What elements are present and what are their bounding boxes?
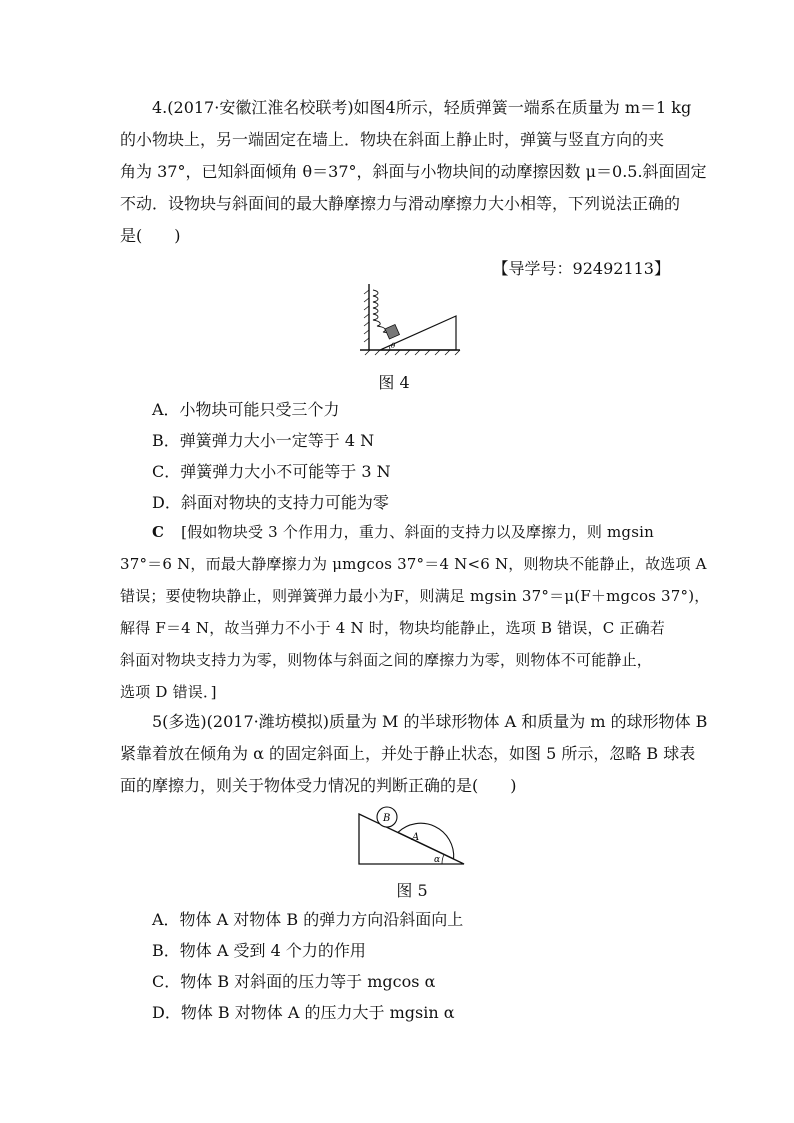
figure-5-label-b: B [383, 813, 391, 824]
q4-answer-letter: C [152, 523, 165, 541]
q5-stem-line-2: 紧靠着放在倾角为 α 的固定斜面上，并处于静止状态，如图 5 所示，忽略 B 球表 [120, 744, 696, 763]
figure-5-diagram [354, 804, 470, 868]
q4-option-b: B．弹簧弹力大小一定等于 4 N [152, 431, 375, 450]
figure-4-theta-label: θ [391, 342, 396, 350]
q5-option-b: B．物体 A 受到 4 个力的作用 [152, 941, 366, 960]
q4-option-d: D．斜面对物块的支持力可能为零 [152, 493, 389, 512]
q4-stem-line-4: 不动．设物块与斜面间的最大静摩擦力与滑动摩擦力大小相等，下列说法正确的 [120, 194, 681, 213]
q5-option-d: D．物体 B 对物体 A 的压力大于 mgsin α [152, 1003, 455, 1022]
q4-answer-line-3: 错误；要使物块静止，则弹簧弹力最小为F，则满足 mgsin 37°＝μ(F＋mgcos 37°)， [120, 587, 710, 605]
q4-answer-line-5: 斜面对物块支持力为零，则物体与斜面之间的摩擦力为零，则物体不可能静止， [120, 651, 653, 669]
q5-stem-line-1: 5(多选)(2017·潍坊模拟)质量为 M 的半球形物体 A 和质量为 m 的球形物体 B [152, 712, 708, 731]
q5-option-a: A．物体 A 对物体 B 的弹力方向沿斜面向上 [152, 910, 464, 929]
figure-4-caption: 图 4 [378, 373, 410, 392]
q4-stem-line-1: 4.(2017·安徽江淮名校联考)如图4所示，轻质弹簧一端系在质量为 m＝1 kg [152, 98, 692, 117]
q4-answer-line-1 [152, 522, 712, 542]
q4-answer-line-6: 选项 D 错误．] [120, 683, 217, 701]
q4-answer-line-2: 37°＝6 N，而最大静摩擦力为 μmgcos 37°＝4 N<6 N，则物块不能静止，故选项 A [120, 555, 707, 573]
q4-stem-line-2: 的小物块上，另一端固定在墙上．物块在斜面上静止时，弹簧与竖直方向的夹 [120, 130, 665, 149]
figure-5-label-alpha: α [434, 855, 441, 865]
q4-answer-line-4: 解得 F＝4 N，故当弹力不小于 4 N 时，物块均能静止，选项 B 错误，C 正确若 [120, 619, 665, 637]
q4-option-a: A．小物块可能只受三个力 [152, 400, 340, 419]
q5-option-c: C．物体 B 对斜面的压力等于 mgcos α [152, 972, 436, 991]
q4-reference-number: 【导学号：92492113】 [492, 259, 670, 278]
q4-option-c: C．弹簧弹力大小不可能等于 3 N [152, 462, 391, 481]
q4-stem-line-5: 是( ) [120, 226, 181, 245]
figure-5-caption: 图 5 [396, 881, 428, 900]
q5-stem-line-3: 面的摩擦力，则关于物体受力情况的判断正确的是( ) [120, 776, 517, 795]
q4-stem-line-3: 角为 37°，已知斜面倾角 θ＝37°，斜面与小物块间的动摩擦因数 μ＝0.5.斜面固定 [120, 162, 707, 181]
figure-5-label-a: A [412, 832, 420, 843]
q4-answer-text-1: [假如物块受 3 个作用力，重力、斜面的支持力以及摩擦力，则 mgsin [181, 523, 654, 541]
figure-4-diagram [360, 284, 464, 356]
